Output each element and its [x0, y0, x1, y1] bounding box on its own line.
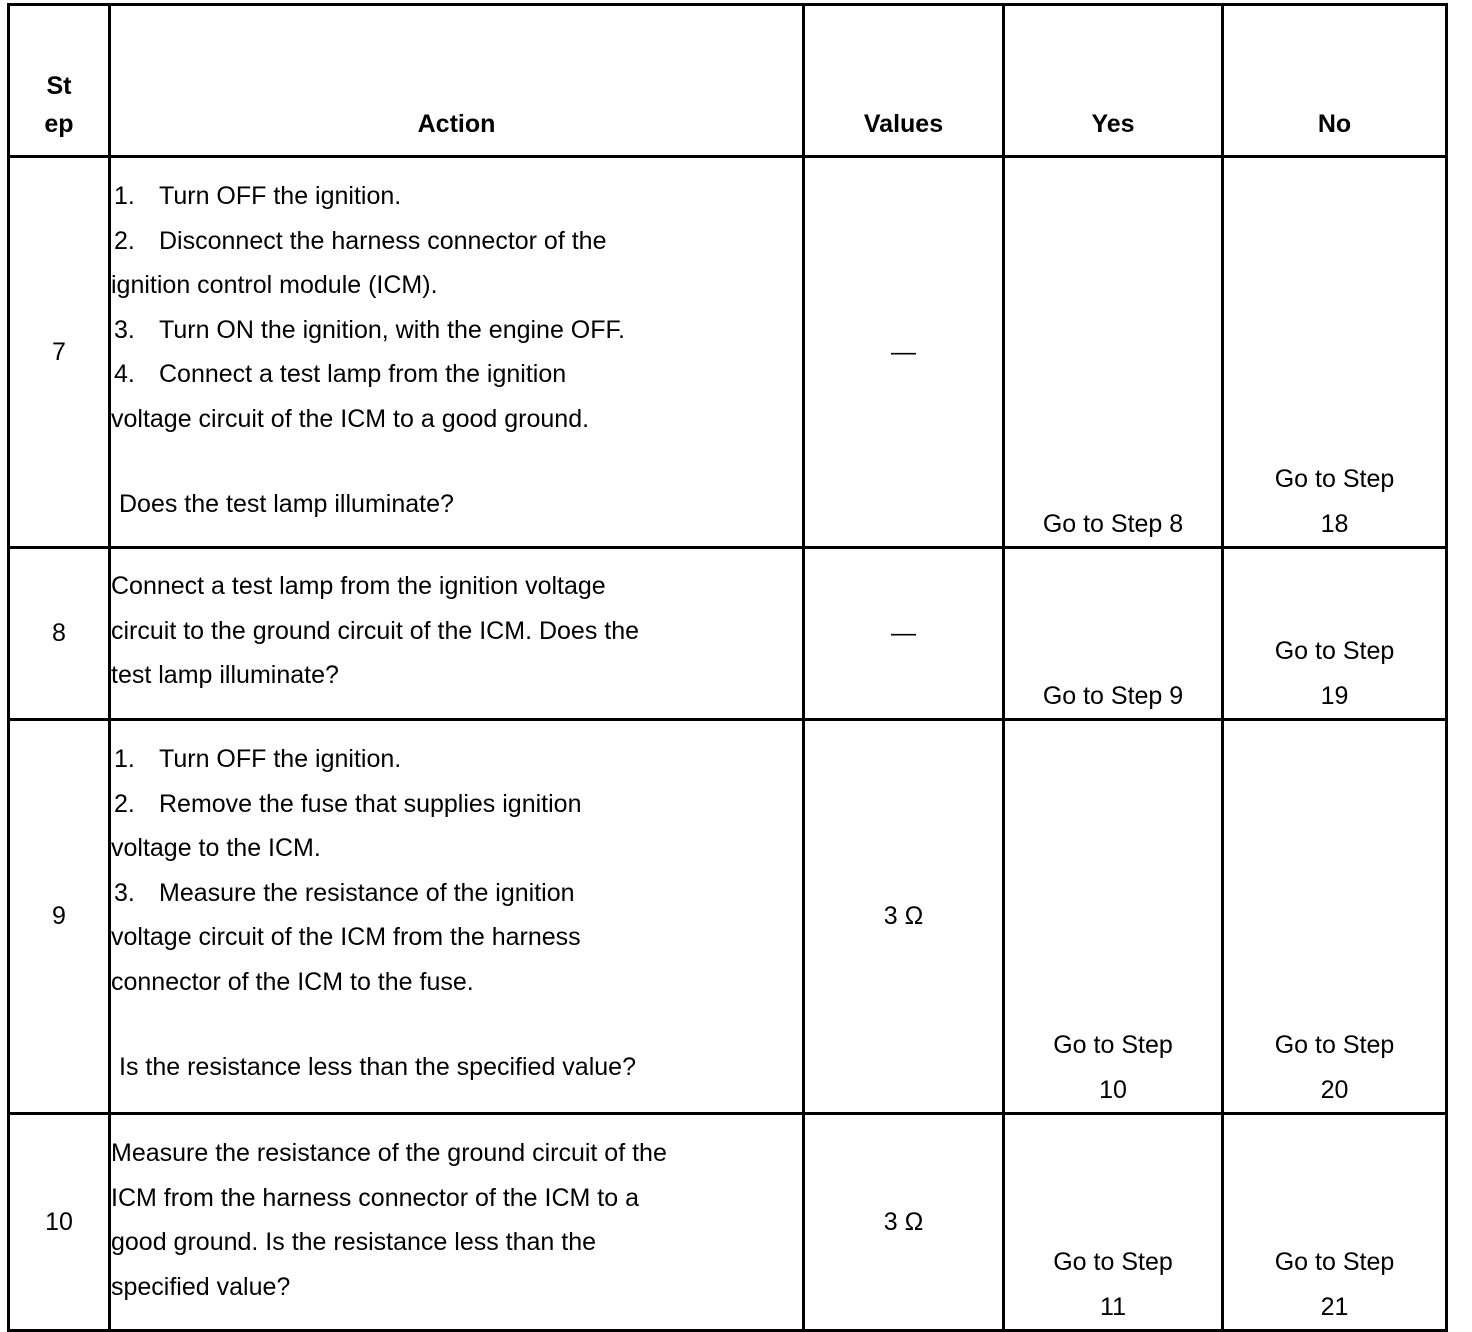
action-line: Connect a test lamp from the ignition voltage [111, 572, 606, 600]
step-number: 10 [9, 1114, 110, 1331]
step-number: 9 [9, 720, 110, 1114]
action-line: 2. Remove the fuse that supplies ignition [114, 789, 582, 818]
header-step-line1: St [46, 72, 72, 100]
action-line: 1. Turn OFF the ignition. [114, 745, 402, 773]
diagnostic-table [7, 3, 1448, 1332]
header-yes: Yes [1004, 5, 1223, 157]
values-cell: 3 Ω [804, 720, 1004, 1114]
action-question: Is the resistance less than the specified value? [119, 1053, 636, 1081]
action-line: 4. Connect a test lamp from the ignition [114, 360, 567, 388]
action-cell [110, 720, 804, 1114]
action-line: ICM from the harness connector of the ICM to a [111, 1183, 640, 1212]
header-values: Values [804, 5, 1004, 157]
action-line: connector of the ICM to the fuse. [111, 967, 474, 996]
action-line: voltage to the ICM. [111, 834, 321, 862]
table-row [9, 548, 1447, 720]
action-line: Measure the resistance of the ground circuit of the [111, 1139, 667, 1167]
action-line: voltage circuit of the ICM to a good ground. [111, 404, 590, 433]
values-cell: — [804, 548, 1004, 720]
header-no: No [1223, 5, 1447, 157]
action-line: voltage circuit of the ICM from the harness [111, 923, 581, 951]
no-cell: Go to Step 20 [1223, 720, 1447, 1114]
action-line: 2. Disconnect the harness connector of the [114, 226, 607, 255]
header-row [9, 5, 1447, 157]
table-row [9, 1114, 1447, 1331]
action-cell [110, 548, 804, 720]
header-action: Action [110, 5, 804, 157]
action-line: 3. Measure the resistance of the ignition [114, 878, 575, 907]
action-line: 1. Turn OFF the ignition. [114, 182, 402, 210]
action-line: 3. Turn ON the ignition, with the engine OFF. [114, 315, 625, 344]
action-line: specified value? [111, 1272, 291, 1301]
step-number: 7 [9, 157, 110, 548]
no-cell: Go to Step 21 [1223, 1114, 1447, 1331]
step-number: 8 [9, 548, 110, 720]
no-cell: Go to Step 19 [1223, 548, 1447, 720]
yes-cell: Go to Step 11 [1004, 1114, 1223, 1331]
action-cell [110, 157, 804, 548]
table-row [9, 157, 1447, 548]
values-cell: 3 Ω [804, 1114, 1004, 1331]
header-step [9, 5, 110, 157]
yes-cell: Go to Step 8 [1004, 157, 1223, 548]
yes-cell: Go to Step 9 [1004, 548, 1223, 720]
yes-cell: Go to Step 10 [1004, 720, 1223, 1114]
action-line: circuit to the ground circuit of the ICM. Does the [111, 616, 640, 645]
action-line: good ground. Is the resistance less than the [111, 1228, 597, 1256]
no-cell: Go to Step 18 [1223, 157, 1447, 548]
header-step-line2: ep [44, 110, 74, 138]
table-row [9, 720, 1447, 1114]
action-line: ignition control module (ICM). [111, 271, 438, 299]
action-question: Does the test lamp illuminate? [119, 490, 454, 518]
action-line: test lamp illuminate? [111, 661, 339, 689]
values-cell: — [804, 157, 1004, 548]
action-cell [110, 1114, 804, 1331]
